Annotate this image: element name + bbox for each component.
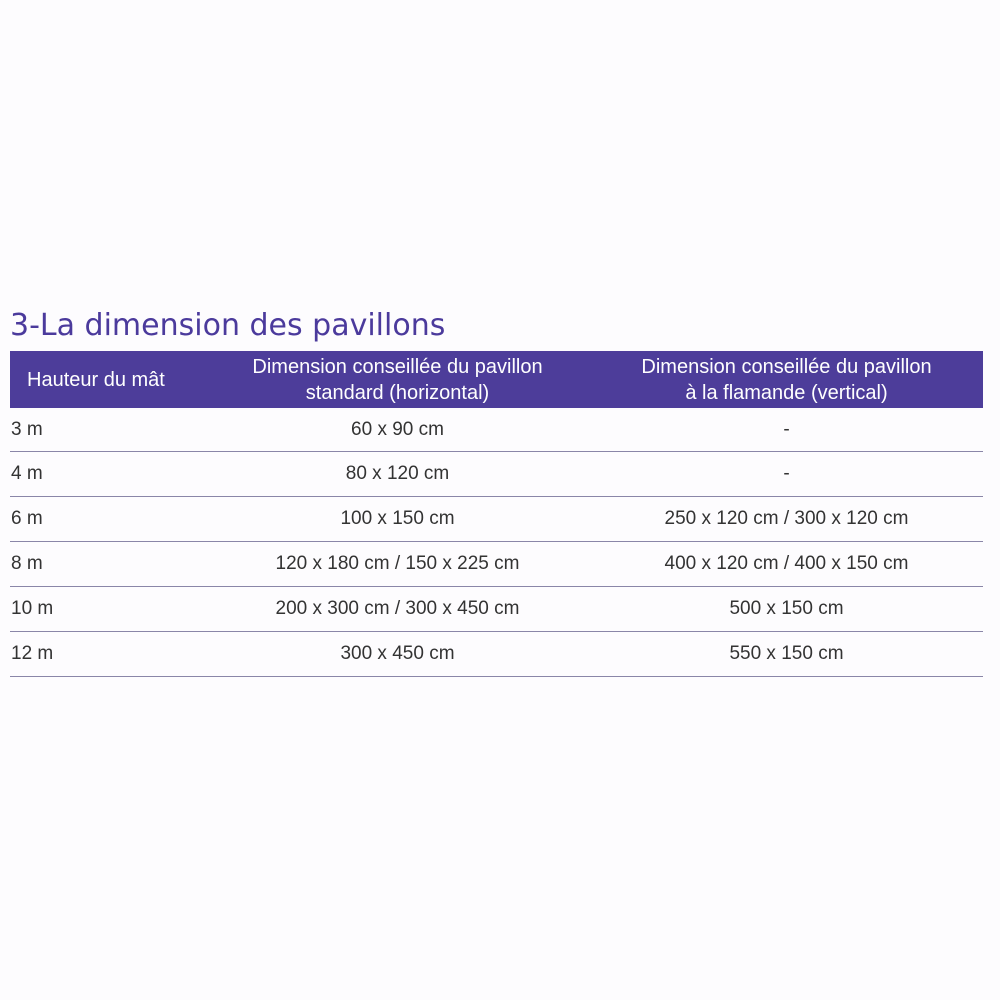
table-row [10,587,983,632]
cell-mast-height: 10 m [10,587,205,632]
cell-flamande-dimension: - [590,452,983,497]
header-standard-line1: Dimension conseillée du pavillon [252,355,543,378]
header-flamande-line1: Dimension conseillée du pavillon [641,355,932,378]
flag-dimension-table [10,351,983,677]
header-standard-dimension [205,351,590,408]
cell-mast-height: 12 m [10,632,205,677]
table-header [10,351,983,408]
cell-standard-dimension: 60 x 90 cm [205,408,590,452]
header-mast-height [10,351,205,408]
cell-mast-height: 8 m [10,542,205,587]
table-row [10,408,983,452]
cell-standard-dimension: 100 x 150 cm [205,497,590,542]
cell-flamande-dimension: 250 x 120 cm / 300 x 120 cm [590,497,983,542]
cell-mast-height: 6 m [10,497,205,542]
cell-flamande-dimension: 500 x 150 cm [590,587,983,632]
cell-standard-dimension: 120 x 180 cm / 150 x 225 cm [205,542,590,587]
page-title: 3-La dimension des pavillons [10,308,446,343]
cell-standard-dimension: 80 x 120 cm [205,452,590,497]
cell-flamande-dimension: 400 x 120 cm / 400 x 150 cm [590,542,983,587]
table-row [10,632,983,677]
table-row [10,542,983,587]
cell-standard-dimension: 200 x 300 cm / 300 x 450 cm [205,587,590,632]
cell-mast-height: 4 m [10,452,205,497]
cell-flamande-dimension: 550 x 150 cm [590,632,983,677]
cell-flamande-dimension: - [590,408,983,452]
header-mast-height-label: Hauteur du mât [27,368,165,391]
cell-mast-height: 3 m [10,408,205,452]
table-row [10,452,983,497]
header-standard-line2: standard (horizontal) [305,381,490,404]
cell-standard-dimension: 300 x 450 cm [205,632,590,677]
header-flamande-line2: à la flamande (vertical) [685,381,888,404]
table-body [10,408,983,677]
table-row [10,497,983,542]
header-row [10,351,983,408]
header-flamande-dimension [590,351,983,408]
